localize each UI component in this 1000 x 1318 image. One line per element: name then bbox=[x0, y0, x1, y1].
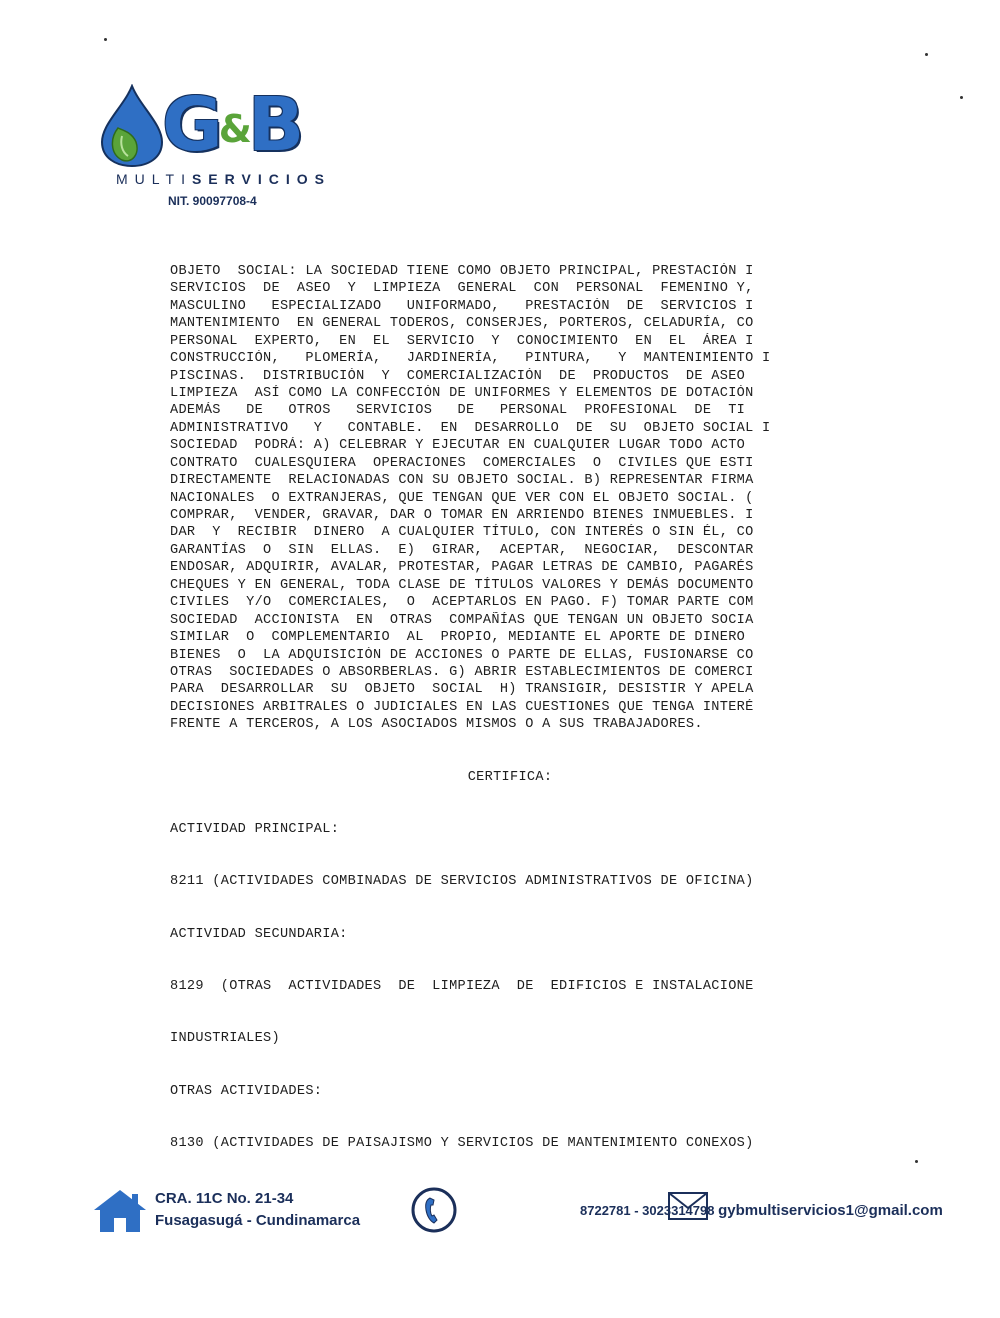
scan-speck bbox=[104, 38, 107, 41]
objeto-line: MANTENIMIENTO EN GENERAL TODEROS, CONSERJES, PORTEROS, CELADURÍA, CO bbox=[170, 316, 754, 332]
logo-tagline bbox=[116, 171, 331, 187]
actividad-secundaria-value-2: INDUSTRIALES) bbox=[170, 1031, 280, 1047]
objeto-line: DECISIONES ARBITRALES O JUDICIALES EN LAS CUESTIONES QUE TENGA INTERÉ bbox=[170, 699, 754, 715]
email-address: gybmultiservicios1@gmail.com bbox=[718, 1202, 943, 1219]
objeto-line: SERVICIOS DE ASEO Y LIMPIEZA GENERAL CON PERSONAL FEMENINO Y, bbox=[170, 281, 754, 297]
document-body bbox=[170, 228, 850, 1158]
logo-ampersand: & bbox=[218, 107, 250, 152]
actividad-principal-label: ACTIVIDAD PRINCIPAL: bbox=[170, 821, 340, 837]
certifica-heading-1: CERTIFICA: bbox=[467, 769, 553, 785]
logo-tagline-a: MULTI bbox=[116, 171, 192, 187]
objeto-line: SIMILAR O COMPLEMENTARIO AL PROPIO, MEDIANTE EL APORTE DE DINERO bbox=[170, 630, 746, 646]
objeto-line: GARANTÍAS O SIN ELLAS. E) GIRAR, ACEPTAR, NEGOCIAR, DESCONTAR bbox=[170, 542, 754, 558]
scan-speck bbox=[925, 53, 928, 56]
objeto-line: SOCIEDAD PODRÁ: A) CELEBRAR Y EJECUTAR EN CUALQUIER LUGAR TODO ACTO bbox=[170, 438, 746, 454]
objeto-line: SOCIEDAD ACCIONISTA EN OTRAS COMPAÑÍAS QUE TENGAN UN OBJETO SOCIA bbox=[170, 612, 754, 628]
actividad-principal-value: 8211 (ACTIVIDADES COMBINADAS DE SERVICIOS ADMINISTRATIVOS DE OFICINA) bbox=[170, 874, 754, 890]
letterhead-footer bbox=[0, 1180, 1000, 1250]
objeto-line: ENDOSAR, ADQUIRIR, AVALAR, PROTESTAR, PAGAR LETRAS DE CAMBIO, PAGARÉS bbox=[170, 560, 754, 576]
logo-mark-text: G&B bbox=[162, 82, 303, 168]
objeto-line: PISCINAS. DISTRIBUCIÓN Y COMERCIALIZACIÓN DE PRODUCTOS DE ASEO bbox=[170, 368, 746, 384]
objeto-line: PERSONAL EXPERTO, EN EL SERVICIO Y CONOCIMIENTO EN EL ÁREA I bbox=[170, 333, 754, 349]
water-drop-logo-icon bbox=[96, 84, 168, 168]
phone-numbers: 8722781 - 3023314798 bbox=[580, 1203, 715, 1218]
objeto-line: CIVILES Y/O COMERCIALES, O ACEPTARLOS EN PAGO. F) TOMAR PARTE COM bbox=[170, 595, 754, 611]
actividad-secundaria-label: ACTIVIDAD SECUNDARIA: bbox=[170, 926, 348, 942]
objeto-line: PARA DESARROLLAR SU OBJETO SOCIAL H) TRANSIGIR, DESISTIR Y APELA bbox=[170, 682, 754, 698]
objeto-line: MASCULINO ESPECIALIZADO UNIFORMADO, PRESTACIÓN DE SERVICIOS I bbox=[170, 298, 754, 314]
objeto-line: OBJETO SOCIAL: LA SOCIEDAD TIENE COMO OBJETO PRINCIPAL, PRESTACIÓN I bbox=[170, 263, 754, 279]
objeto-line: CONTRATO CUALESQUIERA OPERACIONES COMERCIALES O CIVILES QUE ESTI bbox=[170, 455, 754, 471]
logo-tagline-b: SERVICIOS bbox=[191, 171, 331, 187]
scan-speck bbox=[960, 96, 963, 99]
objeto-line: CONSTRUCCIÓN, PLOMERÍA, JARDINERÍA, PINTURA, Y MANTENIMIENTO I bbox=[170, 351, 771, 367]
objeto-line: FRENTE A TERCEROS, A LOS ASOCIADOS MISMOS O A SUS TRABAJADORES. bbox=[170, 717, 703, 733]
objeto-line: ADEMÁS DE OTROS SERVICIOS DE PERSONAL PROFESIONAL DE TI bbox=[170, 403, 746, 419]
otras-actividades-label: OTRAS ACTIVIDADES: bbox=[170, 1083, 323, 1099]
objeto-line: COMPRAR, VENDER, GRAVAR, DAR O TOMAR EN ARRIENDO BIENES INMUEBLES. I bbox=[170, 508, 754, 524]
objeto-line: LIMPIEZA ASÍ COMO LA CONFECCIÓN DE UNIFORMES Y ELEMENTOS DE DOTACIÓN bbox=[170, 385, 754, 401]
objeto-line: CHEQUES Y EN GENERAL, TODA CLASE DE TÍTULOS VALORES Y DEMÁS DOCUMENTO bbox=[170, 577, 754, 593]
phone-icon bbox=[410, 1186, 458, 1234]
otras-actividades-1: 8130 (ACTIVIDADES DE PAISAJISMO Y SERVICIOS DE MANTENIMIENTO CONEXOS) bbox=[170, 1136, 754, 1152]
objeto-line: BIENES O LA ADQUISICIÓN DE ACCIONES O PARTE DE ELLAS, FUSIONARSE CO bbox=[170, 647, 754, 663]
scan-speck bbox=[915, 1160, 918, 1163]
company-nit: NIT. 90097708-4 bbox=[168, 194, 257, 208]
objeto-line: NACIONALES O EXTRANJERAS, QUE TENGAN QUE VER CON EL OBJETO SOCIAL. ( bbox=[170, 490, 754, 506]
house-icon bbox=[92, 1188, 148, 1234]
objeto-social-paragraph bbox=[170, 263, 850, 734]
objeto-line: ADMINISTRATIVO Y CONTABLE. EN DESARROLLO DE SU OBJETO SOCIAL I bbox=[170, 420, 771, 436]
address-block bbox=[155, 1188, 360, 1232]
logo-wordmark bbox=[162, 84, 302, 166]
actividad-secundaria-value-1: 8129 (OTRAS ACTIVIDADES DE LIMPIEZA DE EDIFICIOS E INSTALACIONE bbox=[170, 979, 754, 994]
objeto-line: DIRECTAMENTE RELACIONADAS CON SU OBJETO SOCIAL. B) REPRESENTAR FIRMA bbox=[170, 473, 754, 489]
objeto-line: DAR Y RECIBIR DINERO A CUALQUIER TÍTULO, CON INTERÉS O SIN ÉL, CO bbox=[170, 525, 754, 541]
address-line-2: Fusagasugá - Cundinamarca bbox=[155, 1212, 361, 1229]
address-line-1: CRA. 11C No. 21-34 bbox=[155, 1190, 294, 1207]
contact-line bbox=[580, 1202, 943, 1219]
objeto-line: OTRAS SOCIEDADES O ABSORBERLAS. G) ABRIR ESTABLECIMIENTOS DE COMERCI bbox=[170, 664, 754, 680]
